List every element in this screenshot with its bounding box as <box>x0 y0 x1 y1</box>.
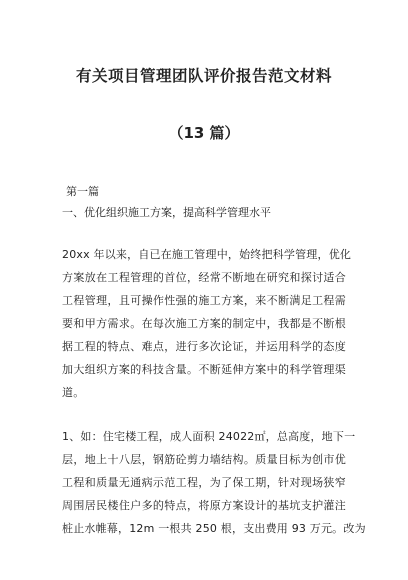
paragraph-line: 层，地上十八层，钢筋砼剪力墙结构。质量目标为创市优 <box>62 453 346 466</box>
section-heading: 第一篇 <box>66 185 99 198</box>
paragraph-line: 方案放在工程管理的首位，经常不断地在研究和探讨适合 <box>62 271 346 284</box>
paragraph-line: 周围居民楼住户多的特点，将原方案设计的基坑支护灌注 <box>62 499 346 512</box>
paragraph-line: 加大组织方案的科技含量。不断延伸方案中的科学管理渠 <box>62 363 346 376</box>
paragraph-line: 要和甲方需求。在每次施工方案的制定中，我都是不断根 <box>62 317 346 330</box>
paragraph-line: 桩止水帷幕，12m 一根共 250 根，支出费用 93 万元。改为 <box>62 522 366 535</box>
paragraph-line: 工程管理，且可操作性强的施工方案，来不断满足工程需 <box>62 294 346 307</box>
paragraph-line: 据工程的特点、难点，进行多次论证，并运用科学的态度 <box>62 340 346 353</box>
section-subheading: 一、优化组织施工方案，提高科学管理水平 <box>62 206 271 219</box>
paragraph-line: 道。 <box>62 386 85 399</box>
paragraph-line: 20xx 年以来，自已在施工管理中，始终把科学管理，优化 <box>62 248 352 261</box>
paragraph-line: 1、如：住宅楼工程，成人面积 24022㎡，总高度，地下一 <box>62 430 356 443</box>
document-subtitle: （13 篇） <box>168 124 240 142</box>
document-title: 有关项目管理团队评价报告范文材料 <box>75 67 332 85</box>
paragraph-line: 工程和质量无通病示范工程，为了保工期，针对现场狭窄 <box>62 476 346 489</box>
